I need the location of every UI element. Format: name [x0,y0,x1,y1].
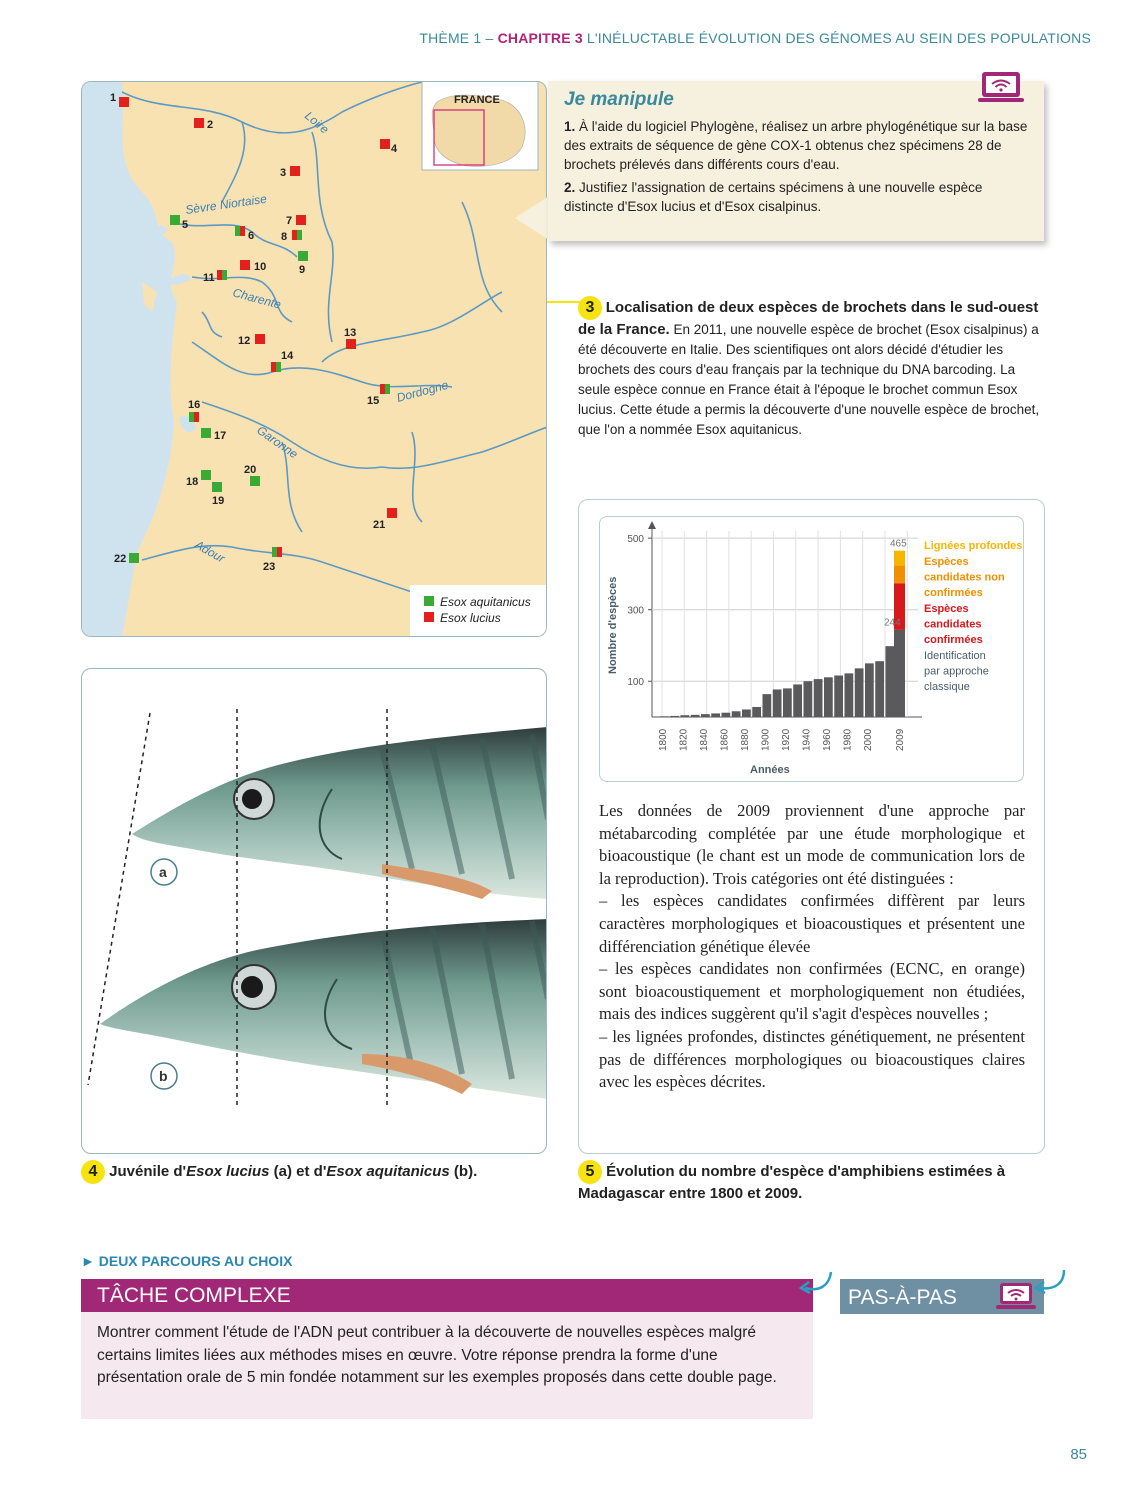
running-header [419,30,1091,46]
site-4 [380,139,398,155]
river-label-garonne: Garonne [254,422,301,462]
site-15 [367,384,390,407]
doc3-badge: 3 [578,296,602,320]
fish-illustration [81,668,547,1154]
svg-text:19: 19 [212,495,225,507]
amphibian-chart [600,517,1025,783]
parcours-label: ► DEUX PARCOURS AU CHOIX [81,1253,293,1269]
site-19 [212,482,224,507]
svg-text:20: 20 [244,464,257,476]
svg-text:18: 18 [186,476,199,488]
bar-17 [834,676,843,717]
chart-panel [599,516,1024,782]
manipule-title: Je manipule [564,89,674,110]
bar-3 [691,715,700,717]
doc5-caption: 5 Évolution du nombre d'espèce d'amphibiens estimées à Madagascar entre 1800 et 2009. [578,1160,1048,1204]
bar-8 [742,709,751,717]
svg-text:13: 13 [344,327,357,339]
bar-10 [763,694,772,717]
stack-2009-seg-3 [894,551,905,566]
svg-text:10: 10 [254,261,267,273]
bar-11 [773,689,782,717]
bar-12 [783,688,792,717]
site-23 [263,547,282,573]
x-tick-label-1980: 1980 [842,728,854,751]
bar-0 [660,716,669,717]
site-2 [194,118,213,131]
doc5-text: Les données de 2009 proviennent d'une approche par métabarcoding complétée par une étude morphologique et bioacoustique (le chant est un mode de communication lors de la reproduction). Trois catégories ont été distinguées : – les espèces candidates confirmées diffèrent par leurs caractères morphologiques et bioacoustiques et présentent une différenciation génétique élevée – les espèces candidates non confirmées (ECNC, en orange) sont bioacoustiquement et morphologiquement non étudiées, mais des indices suggèrent qu'il s'agit d'espèces nouvelles ; – les lignées profondes, distinctes génétiquement, ne présentent pas de différences morphologiques ou bioacoustiques claires avec les espèces décrites. [599,801,1025,1092]
y-axis-arrow [648,521,656,529]
fish-label-b [151,1063,177,1089]
y-axis-label: Nombre d'espèces [607,576,619,674]
header-chapter: CHAPITRE 3 [497,30,583,46]
svg-text:21: 21 [373,519,386,531]
x-tick-label-1820: 1820 [678,728,690,751]
arrow-left-icon [795,1268,835,1298]
site-3 [280,166,300,179]
site-10 [240,260,266,273]
x-tick-label-1960: 1960 [822,728,833,751]
river-label-dordogne: Dordogne [395,377,450,405]
x-tick-label-2000: 2000 [863,728,874,751]
bar-20 [865,663,874,717]
pike-distribution-map [81,81,547,637]
bar-4 [701,714,710,717]
svg-text:16: 16 [188,399,201,411]
callout-pointer [515,196,549,240]
x-tick-label-1940: 1940 [801,728,813,751]
site-5 [170,215,188,231]
x-tick-label-1880: 1880 [740,728,751,751]
site-20 [244,464,260,486]
x-tick-label-1860: 1860 [719,728,731,751]
svg-text:22: 22 [114,553,127,565]
doc5-badge: 5 [578,1160,602,1184]
fish-label-a [151,859,177,885]
fish-drawing [82,669,547,1154]
tache-complexe-title: TÂCHE COMPLEXE [81,1279,813,1312]
bar-21 [875,661,884,717]
river-label-charente: Charente [231,285,283,312]
svg-text:9: 9 [299,264,306,276]
doc3-connector-line [547,301,581,303]
legend-3: Identification par approche classique [924,650,989,693]
x-tick-label-1920: 1920 [781,728,792,751]
y-tick-label-100: 100 [627,677,644,689]
map-drawing [82,82,547,637]
x-axis-label: Années [750,764,790,776]
site-21 [373,508,397,531]
manipule-item-1: 1. À l'aide du logiciel Phylogène, réalisez un arbre phylogénétique sur la base des extraits de séquence de gène COX-1 obtenus chez spécimens 28 de brochets prélevés dans différents cours d'eau. [564,119,1028,172]
page-number: 85 [1070,1446,1087,1463]
x-tick-label-2009: 2009 [895,728,906,751]
river-label-sevre: Sèvre Niortaise [184,191,268,217]
svg-text:12: 12 [238,335,251,347]
legend-lucius: Esox lucius [440,611,501,625]
svg-text:a: a [159,864,167,880]
y-tick-label-500: 500 [627,534,644,546]
bar-22 [886,646,895,717]
bar-18 [845,673,854,717]
doc3-title: Localisation de deux espèces de brochets dans le sud-ouest de la France. [578,299,1039,338]
annotation-465: 465 [890,538,907,550]
site-18 [186,470,211,488]
svg-text:23: 23 [263,561,276,573]
legend-aquitanicus: Esox aquitanicus [440,595,531,609]
header-theme: THÈME 1 – [419,30,494,46]
y-tick-label-300: 300 [627,605,644,617]
river-label-adour: Adour [192,537,228,566]
svg-text:15: 15 [367,395,380,407]
bar-5 [711,713,720,717]
svg-text:17: 17 [214,430,227,442]
doc5-box [578,499,1045,1154]
svg-text:1: 1 [110,92,117,104]
bar-19 [855,668,864,717]
doc4-caption: 4 Juvénile d'Esox lucius (a) et d'Esox aquitanicus (b). [81,1160,551,1184]
je-manipule-box [548,81,1044,241]
river-label-loire: Loire [302,108,332,137]
x-tick-label-1900: 1900 [760,728,772,751]
pas-a-pas-label: PAS-À-PAS [848,1286,957,1309]
bar-15 [814,679,823,717]
bar-2 [681,715,690,717]
bar-7 [732,711,741,717]
svg-text:14: 14 [281,350,294,362]
site-6 [235,226,254,242]
header-title: L'INÉLUCTABLE ÉVOLUTION DES GÉNOMES AU SEIN DES POPULATIONS [586,30,1091,46]
doc4-badge: 4 [81,1160,105,1184]
svg-text:2: 2 [207,119,214,131]
doc3-text: En 2011, une nouvelle espèce de brochet (Esox cisalpinus) a été découverte en Italie. Des scientifiques ont alors décidé d'étudier les brochets des cours d'eau français par la technique du DNA barcoding. La seule espèce connue en France était à l'époque le brochet commun Esox lucius. Cette étude a permis la découverte d'une nouvelle espèce de brochet, que l'on a nommée Esox aquitanicus. [578,322,1040,437]
site-12 [238,334,265,347]
svg-text:4: 4 [391,143,398,155]
x-tick-label-1840: 1840 [699,728,710,751]
svg-text:3: 3 [280,167,287,179]
computer-wifi-icon[interactable] [978,70,1024,106]
doc3-caption [578,296,1048,440]
legend-2: Espèces candidates confirmées [924,603,983,646]
map-legend [410,585,547,637]
stack-2009-seg-0 [894,630,905,717]
arrow-right-icon [1030,1266,1070,1296]
site-11 [203,270,227,284]
x-tick-label-1800: 1800 [658,728,669,751]
svg-text:b: b [159,1068,168,1084]
annotation-244: 244 [884,617,901,629]
bar-1 [670,716,679,717]
tache-complexe-text: Montrer comment l'étude de l'ADN peut contribuer à la découverte de nouvelles espèces malgré certains limites liées aux méthodes mises en œuvre. Votre réponse prendra la forme d'une présentation orale de 5 min fondée notamment sur les exemples proposés dans cette double page. [81,1312,813,1419]
site-9 [298,251,308,276]
stack-2009-seg-2 [894,565,905,583]
inset-label: FRANCE [454,94,500,106]
site-7 [286,215,306,227]
manipule-item-2: 2. Justifiez l'assignation de certains spécimens à une nouvelle espèce distincte d'Esox lucius et d'Esox cisalpinus. [564,180,983,214]
site-17 [201,428,226,442]
svg-text:6: 6 [248,230,255,242]
legend-1: Espèces candidates non confirmées [924,556,1005,599]
legend-0: Lignées profondes [924,540,1023,552]
bar-14 [804,681,813,717]
svg-text:7: 7 [286,215,293,227]
site-13 [344,327,356,349]
site-16 [188,399,200,422]
svg-text:8: 8 [281,231,288,243]
bar-9 [752,707,761,717]
bar-16 [824,677,833,717]
bar-6 [722,713,731,717]
bar-13 [793,684,802,717]
site-8 [281,230,302,243]
france-inset [422,82,538,170]
svg-text:11: 11 [203,272,215,284]
svg-text:5: 5 [182,219,189,231]
